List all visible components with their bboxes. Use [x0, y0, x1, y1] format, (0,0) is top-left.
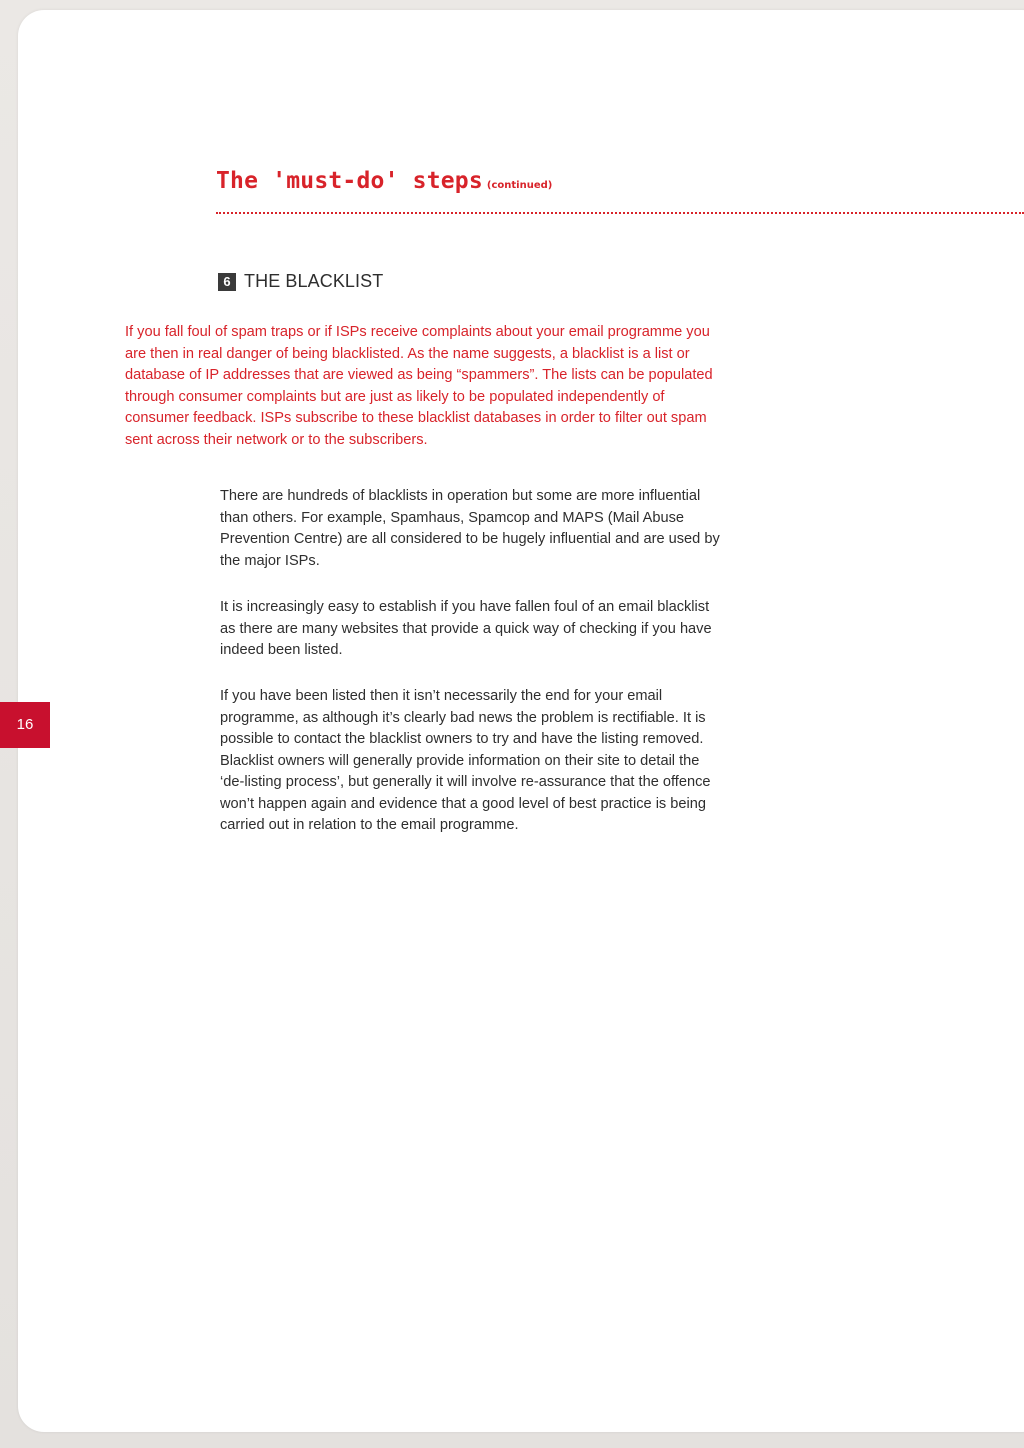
- header-subtitle: (continued): [486, 180, 553, 191]
- page-header-title: [216, 168, 552, 194]
- page-number-tab: 16: [0, 702, 50, 748]
- body-paragraph: If you have been listed then it isn’t necessarily the end for your email programme, as although it’s clearly bad news the problem is rectifiable. It is possible to contact the blacklist owners to try and have the listing removed. Blacklist owners will generally provide information on their site to detail the ‘de-listing process’, but generally it will involve re-assurance that the offence won’t happen again and evidence that a good level of best practice is being carried out in relation to the email programme.: [220, 688, 711, 833]
- intro-paragraph: If you fall foul of spam traps or if ISPs receive complaints about your email programme you are then in real danger of being blacklisted. As the name suggests, a blacklist is a list or database of IP addresses that are viewed as being “spammers”. The lists can be populated through consumer complaints but are just as likely to be populated independently of consumer feedback. ISPs subscribe to these blacklist databases in order to filter out spam sent across their network or to the subscribers.: [125, 324, 713, 448]
- header-dotted-divider: [216, 212, 1024, 214]
- header-title-text: The 'must-do' steps: [216, 168, 483, 194]
- body-paragraph: It is increasingly easy to establish if you have fallen foul of an email blacklist as there are many websites that provide a quick way of checking if you have indeed been listed.: [220, 599, 712, 658]
- section-title: THE BLACKLIST: [244, 271, 384, 291]
- section-heading: [218, 271, 383, 292]
- body-paragraph: There are hundreds of blacklists in operation but some are more influential than others. For example, Spamhaus, Spamcop and MAPS (Mail Abuse Prevention Centre) are all considered to be hugely influential and are used by the major ISPs.: [220, 488, 720, 569]
- section-number-badge: 6: [218, 273, 236, 291]
